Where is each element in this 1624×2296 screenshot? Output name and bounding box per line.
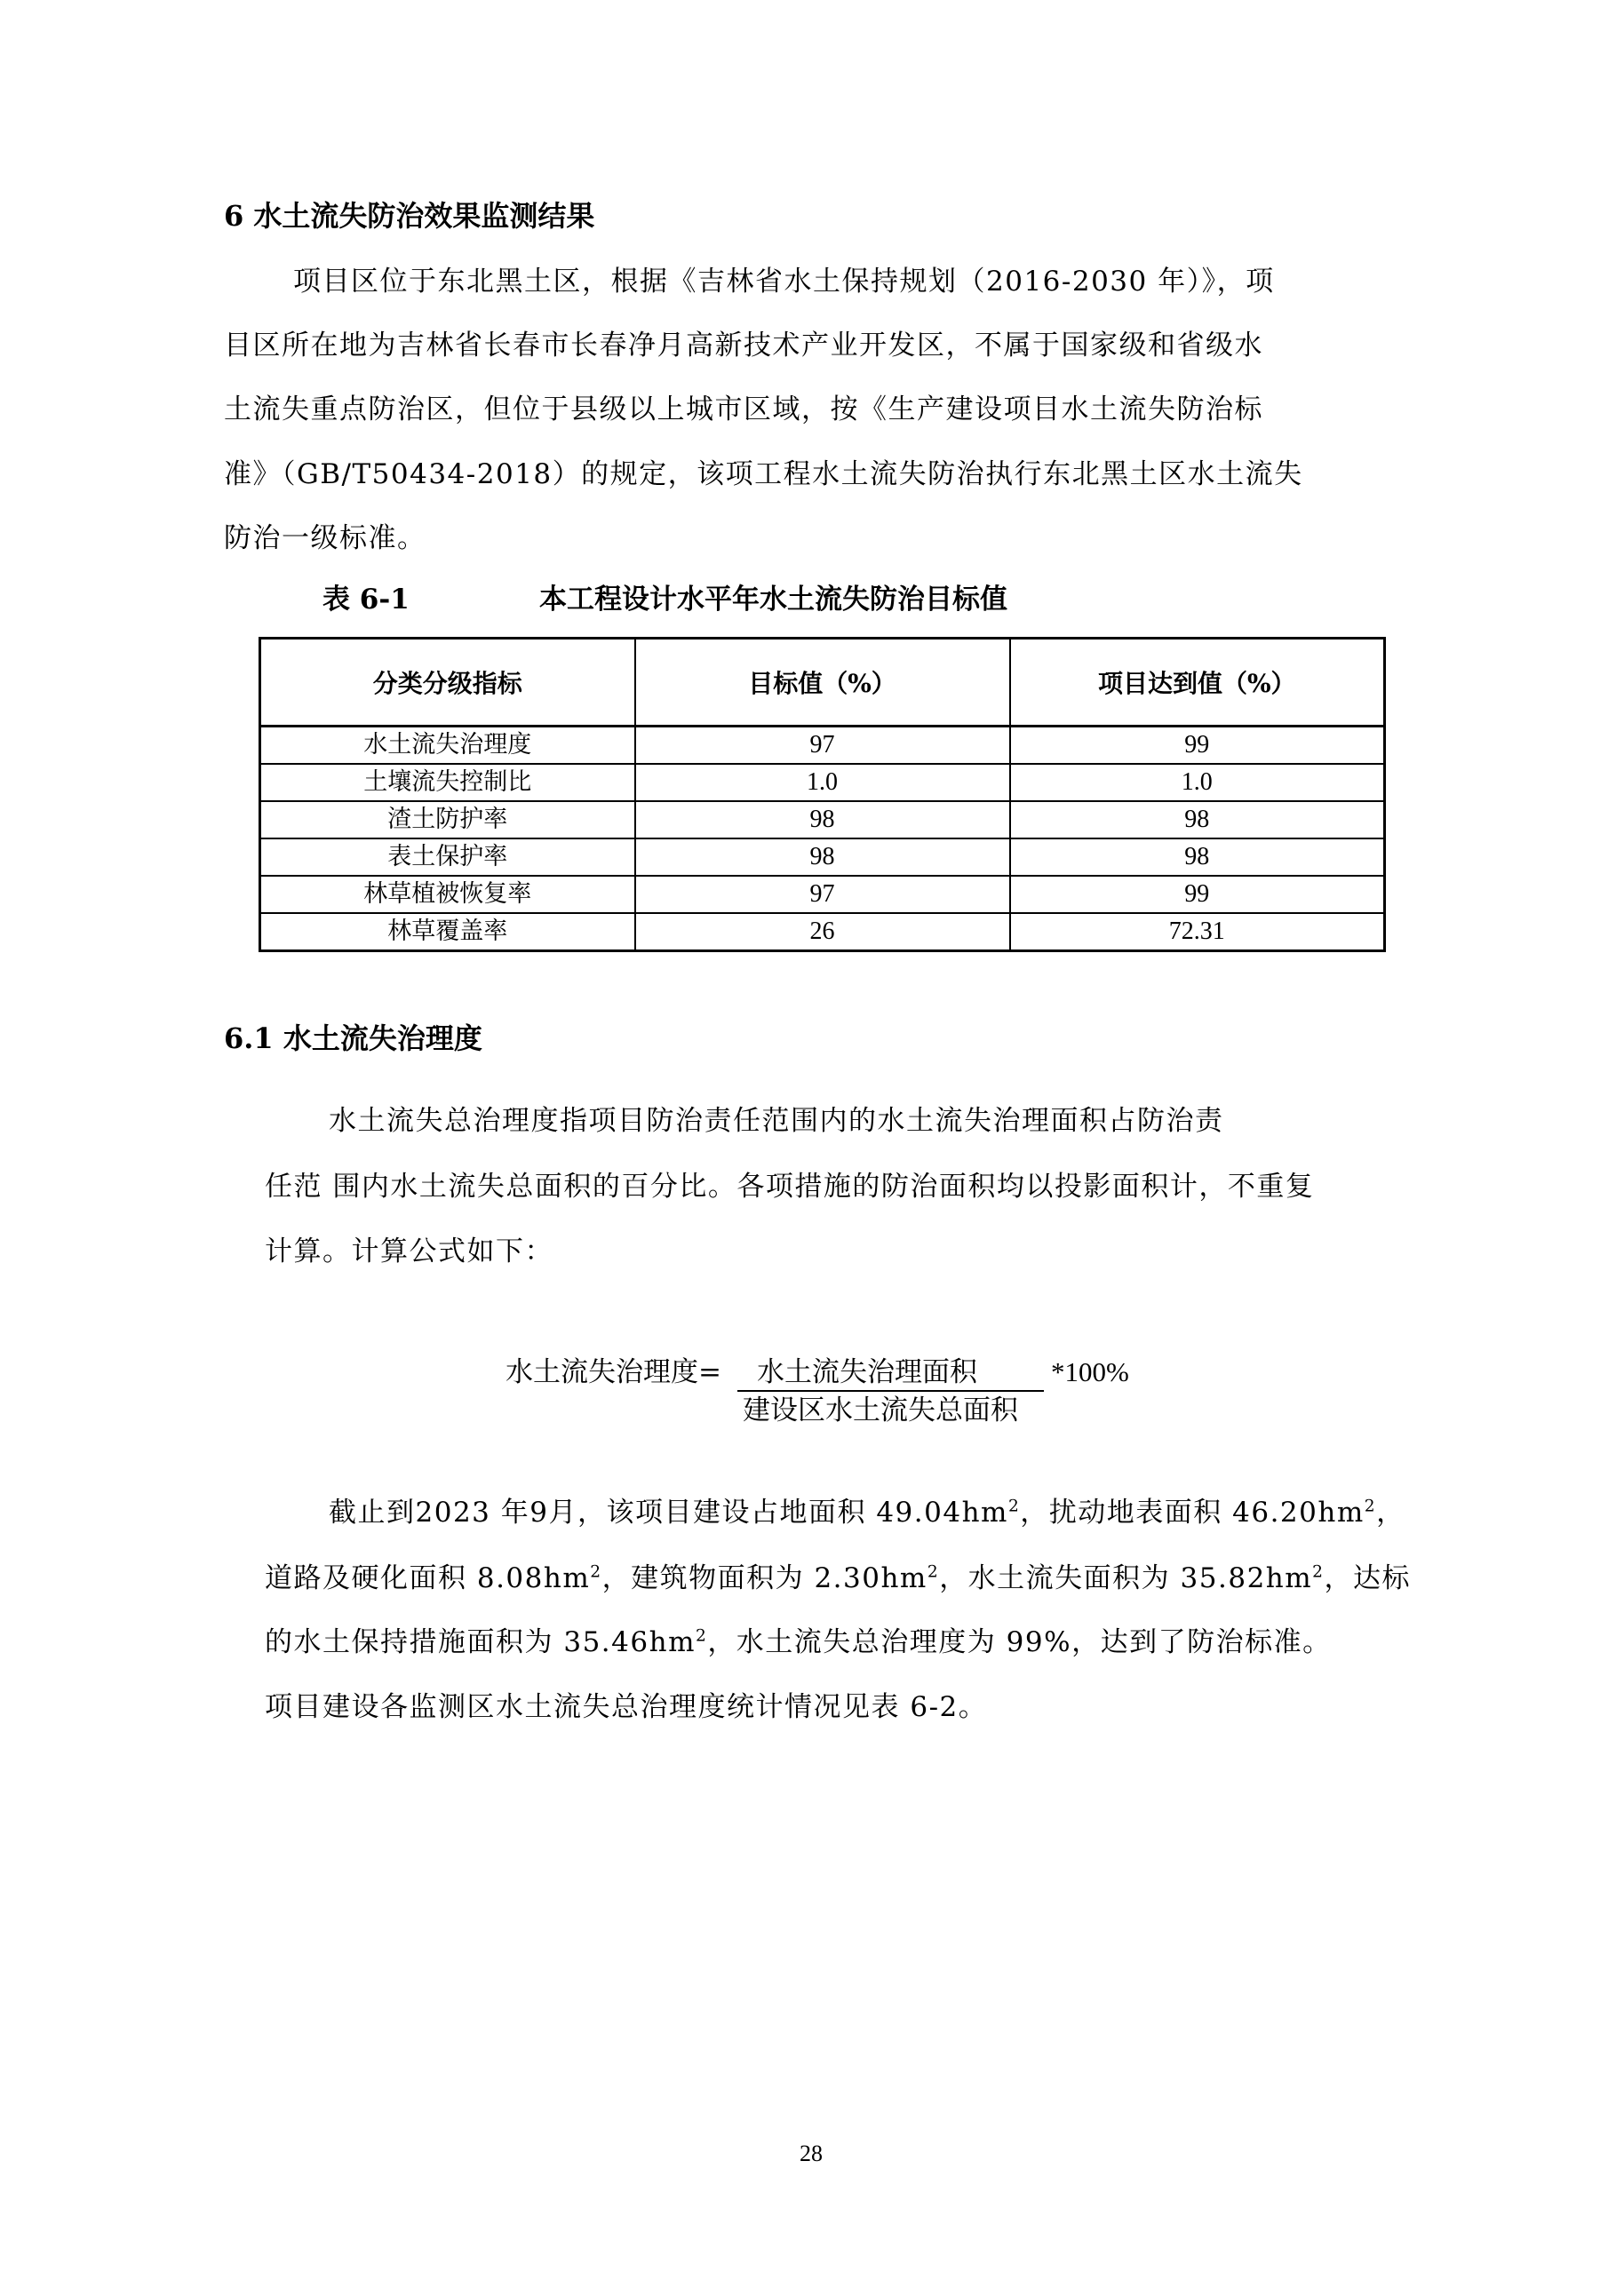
paragraph-line: 计算。计算公式如下：	[265, 1235, 553, 1267]
line-text: ，建筑物面积为 2.30hm	[601, 1562, 927, 1594]
indicator-cell: 表土保护率	[260, 838, 635, 876]
target-value-cell: 97	[635, 727, 1010, 765]
superscript: 2	[1007, 1497, 1021, 1516]
paragraph-line: 水土流失总治理度指项目防治责任范围内的水土流失治理面积占防治责	[329, 1105, 1224, 1137]
page-number: 28	[800, 2141, 823, 2166]
indicator-cell: 林草覆盖率	[260, 913, 635, 951]
table-number: 表 6-1	[322, 584, 410, 616]
formula-denominator: 建设区水土流失总面积	[743, 1394, 1018, 1426]
line-text: 的水土保持措施面积为 35.46hm	[265, 1626, 696, 1658]
paragraph-line: 土流失重点防治区，但位于县级以上城市区域，按《生产建设项目水土流失防治标	[224, 393, 1263, 425]
subsection-heading: 6.1 水土流失治理度	[224, 1021, 482, 1055]
achieved-value-cell: 99	[1010, 876, 1385, 913]
formula-lhs: 水土流失治理度=	[506, 1356, 721, 1388]
column-header-achieved: 项目达到值（%）	[1010, 639, 1385, 727]
fraction-bar	[737, 1390, 1044, 1392]
table-row	[260, 764, 1385, 801]
target-values-table	[259, 637, 1386, 952]
table-title: 本工程设计水平年水土流失防治目标值	[539, 584, 1007, 616]
column-header-target: 目标值（%）	[635, 639, 1010, 727]
formula-numerator: 水土流失治理面积	[757, 1356, 977, 1388]
superscript: 2	[927, 1562, 940, 1582]
target-value-cell: 97	[635, 876, 1010, 913]
table-row	[260, 913, 1385, 951]
achieved-value-cell: 1.0	[1010, 764, 1385, 801]
target-value-cell: 98	[635, 801, 1010, 838]
paragraph-line	[329, 1495, 1405, 1530]
line-text: ，水土流失总治理度为 99%，达到了防治标准。	[707, 1626, 1332, 1658]
target-value-cell: 1.0	[635, 764, 1010, 801]
table-row	[260, 838, 1385, 876]
paragraph-line: 防治一级标准。	[224, 522, 426, 554]
line-text: ，水土流失面积为 35.82hm	[939, 1562, 1313, 1594]
indicator-cell: 土壤流失控制比	[260, 764, 635, 801]
achieved-value-cell: 72.31	[1010, 913, 1385, 951]
indicator-cell: 渣土防护率	[260, 801, 635, 838]
paragraph-line: 任范 围内水土流失总面积的百分比。各项措施的防治面积均以投影面积计，不重复	[265, 1171, 1315, 1203]
superscript: 2	[1364, 1497, 1377, 1516]
target-value-cell: 98	[635, 838, 1010, 876]
paragraph-line	[265, 1561, 1411, 1596]
superscript: 2	[590, 1562, 602, 1582]
line-text: 道路及硬化面积 8.08hm	[265, 1562, 591, 1594]
paragraph-line: 目区所在地为吉林省长春市长春净月高新技术产业开发区，不属于国家级和省级水	[224, 330, 1263, 361]
table-row	[260, 727, 1385, 765]
table-row	[260, 801, 1385, 838]
formula-multiplier: *100%	[1051, 1356, 1129, 1387]
superscript: 2	[1312, 1562, 1325, 1582]
indicator-cell: 水土流失治理度	[260, 727, 635, 765]
achieved-value-cell: 98	[1010, 801, 1385, 838]
table-header-row	[260, 639, 1385, 727]
superscript: 2	[695, 1626, 708, 1646]
line-text: ，	[1376, 1497, 1405, 1529]
section-heading: 6 水土流失防治效果监测结果	[224, 199, 595, 233]
target-value-cell: 26	[635, 913, 1010, 951]
paragraph-line: 项目建设各监测区水土流失总治理度统计情况见表 6-2。	[265, 1691, 988, 1723]
paragraph-line: 项目区位于东北黑土区，根据《吉林省水土保持规划（2016-2030 年）》，项	[293, 266, 1275, 298]
paragraph-line	[265, 1625, 1332, 1660]
achieved-value-cell: 99	[1010, 727, 1385, 765]
line-text: 截止到2023 年9月，该项目建设占地面积 49.04hm	[329, 1497, 1008, 1529]
column-header-indicator: 分类分级指标	[260, 639, 635, 727]
line-text: ，扰动地表面积 46.20hm	[1020, 1497, 1365, 1529]
achieved-value-cell: 98	[1010, 838, 1385, 876]
paragraph-line: 准》（GB/T50434-2018）的规定，该项工程水土流失防治执行东北黑土区水土流失	[224, 458, 1303, 490]
line-text: ，达标	[1324, 1562, 1411, 1594]
indicator-cell: 林草植被恢复率	[260, 876, 635, 913]
table-row	[260, 876, 1385, 913]
